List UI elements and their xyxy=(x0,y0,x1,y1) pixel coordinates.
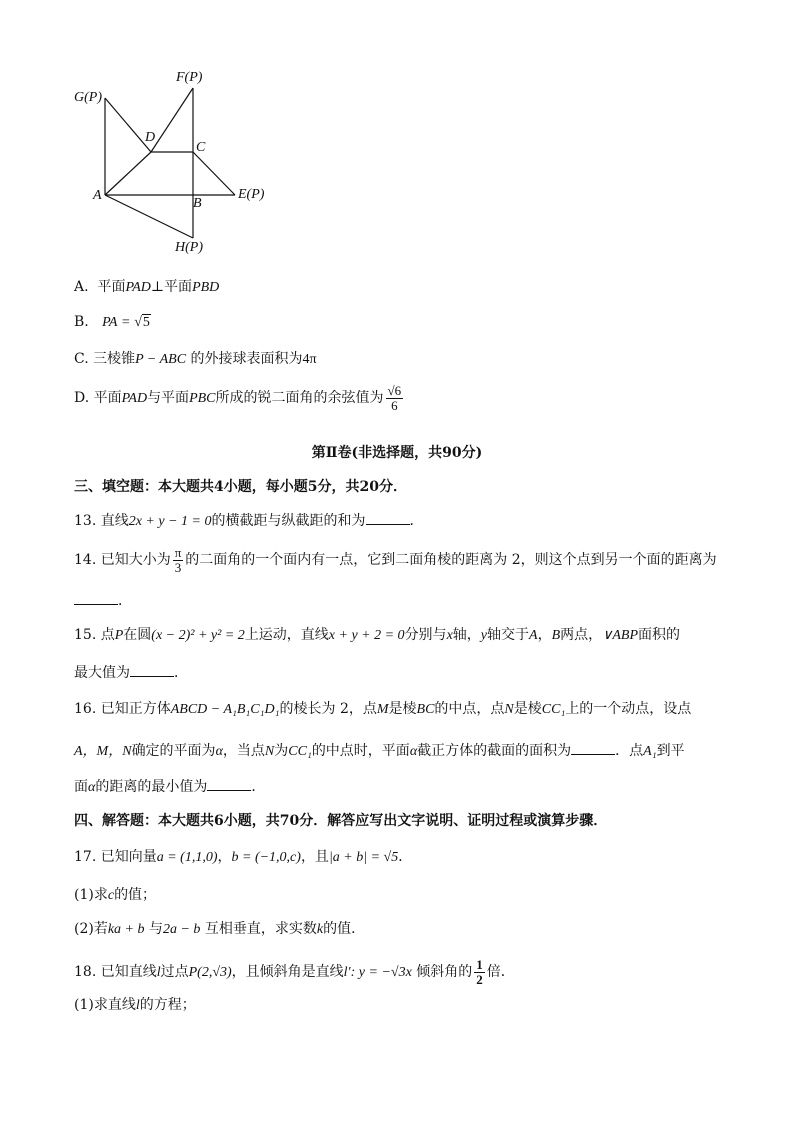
label-B: B xyxy=(193,196,202,211)
section-title: 第Ⅱ卷(非选择题，共90分) xyxy=(311,445,483,461)
option-d: D. 平面PAD与平面PBC所成的锐二面角的余弦值为 $\frac{√6}{6}$ xyxy=(74,383,402,413)
question-18-part1: (1)求直线l的方程； xyxy=(74,997,196,1013)
question-17: 17. 已知向量a = (1,1,0)，b = (−1,0,c)，且|a + b| = √5． xyxy=(74,849,413,865)
part3-heading: 三、填空题：本大题共4小题，每小题5分，共20分． xyxy=(74,479,407,495)
question-14: 14. 已知大小为 $\frac{\pi}{3}$ 的二面角的一个面内有一点，它到二面角棱的距离为 2，则这个点到另一个面的距离为 xyxy=(74,545,717,575)
question-16: 16. 已知正方体ABCD − A₁B₁C₁D₁的棱长为 2，点M是棱BC的中点，点N是棱CC₁上的一个动点，设点 xyxy=(74,701,692,717)
question-13: 13. 直线2x + y − 1 = 0的横截距与纵截距的和为 ． xyxy=(74,513,424,529)
question-17-part1: (1)求c的值； xyxy=(74,887,157,903)
label-F: F(P) xyxy=(176,70,203,85)
option-c: C. 三棱锥P − ABC 的外接球表面积为4π xyxy=(74,351,317,367)
segment-DF xyxy=(151,88,193,152)
question-15-line2: 最大值为 ． xyxy=(74,665,188,681)
segment-AH xyxy=(105,195,193,238)
option-b: B. PA = √5 xyxy=(74,314,150,330)
label-C: C xyxy=(196,140,206,155)
question-17-part2: (2)若ka + b 与2a − b 互相垂直，求实数k的值． xyxy=(74,921,366,937)
question-18: 18. 已知直线l过点P(2,√3)，且倾斜角是直线l′: y = −√3x 倾斜角的 $\frac{1}{2}$ 倍． xyxy=(74,957,515,987)
label-E: E(P) xyxy=(238,187,265,202)
question-14-line2: ． xyxy=(74,590,132,610)
segment-CE xyxy=(193,152,235,195)
part4-heading: 四、解答题：本大题共6小题，共70分．解答应写出文字说明、证明过程或演算步骤． xyxy=(74,813,608,829)
option-a: A. 平面PAD⊥平面PBD xyxy=(74,279,220,295)
label-D: D xyxy=(145,130,156,145)
label-G: G(P) xyxy=(74,90,102,105)
question-16-line2: A，M，N确定的平面为α，当点N为CC₁的中点时，平面α截正方体的截面的面积为 ．点A₁到平 xyxy=(74,743,685,759)
segment-AD xyxy=(105,152,151,195)
label-H: H(P) xyxy=(175,240,203,255)
question-15: 15. 点P在圆(x − 2)² + y² = 2上运动，直线x + y + 2 = 0分别与x轴，y轴交于A，B两点，∨ABP面积的 xyxy=(74,627,681,643)
label-A: A xyxy=(93,188,102,203)
question-16-line3: 面α的距离的最小值为 ． xyxy=(74,779,266,795)
